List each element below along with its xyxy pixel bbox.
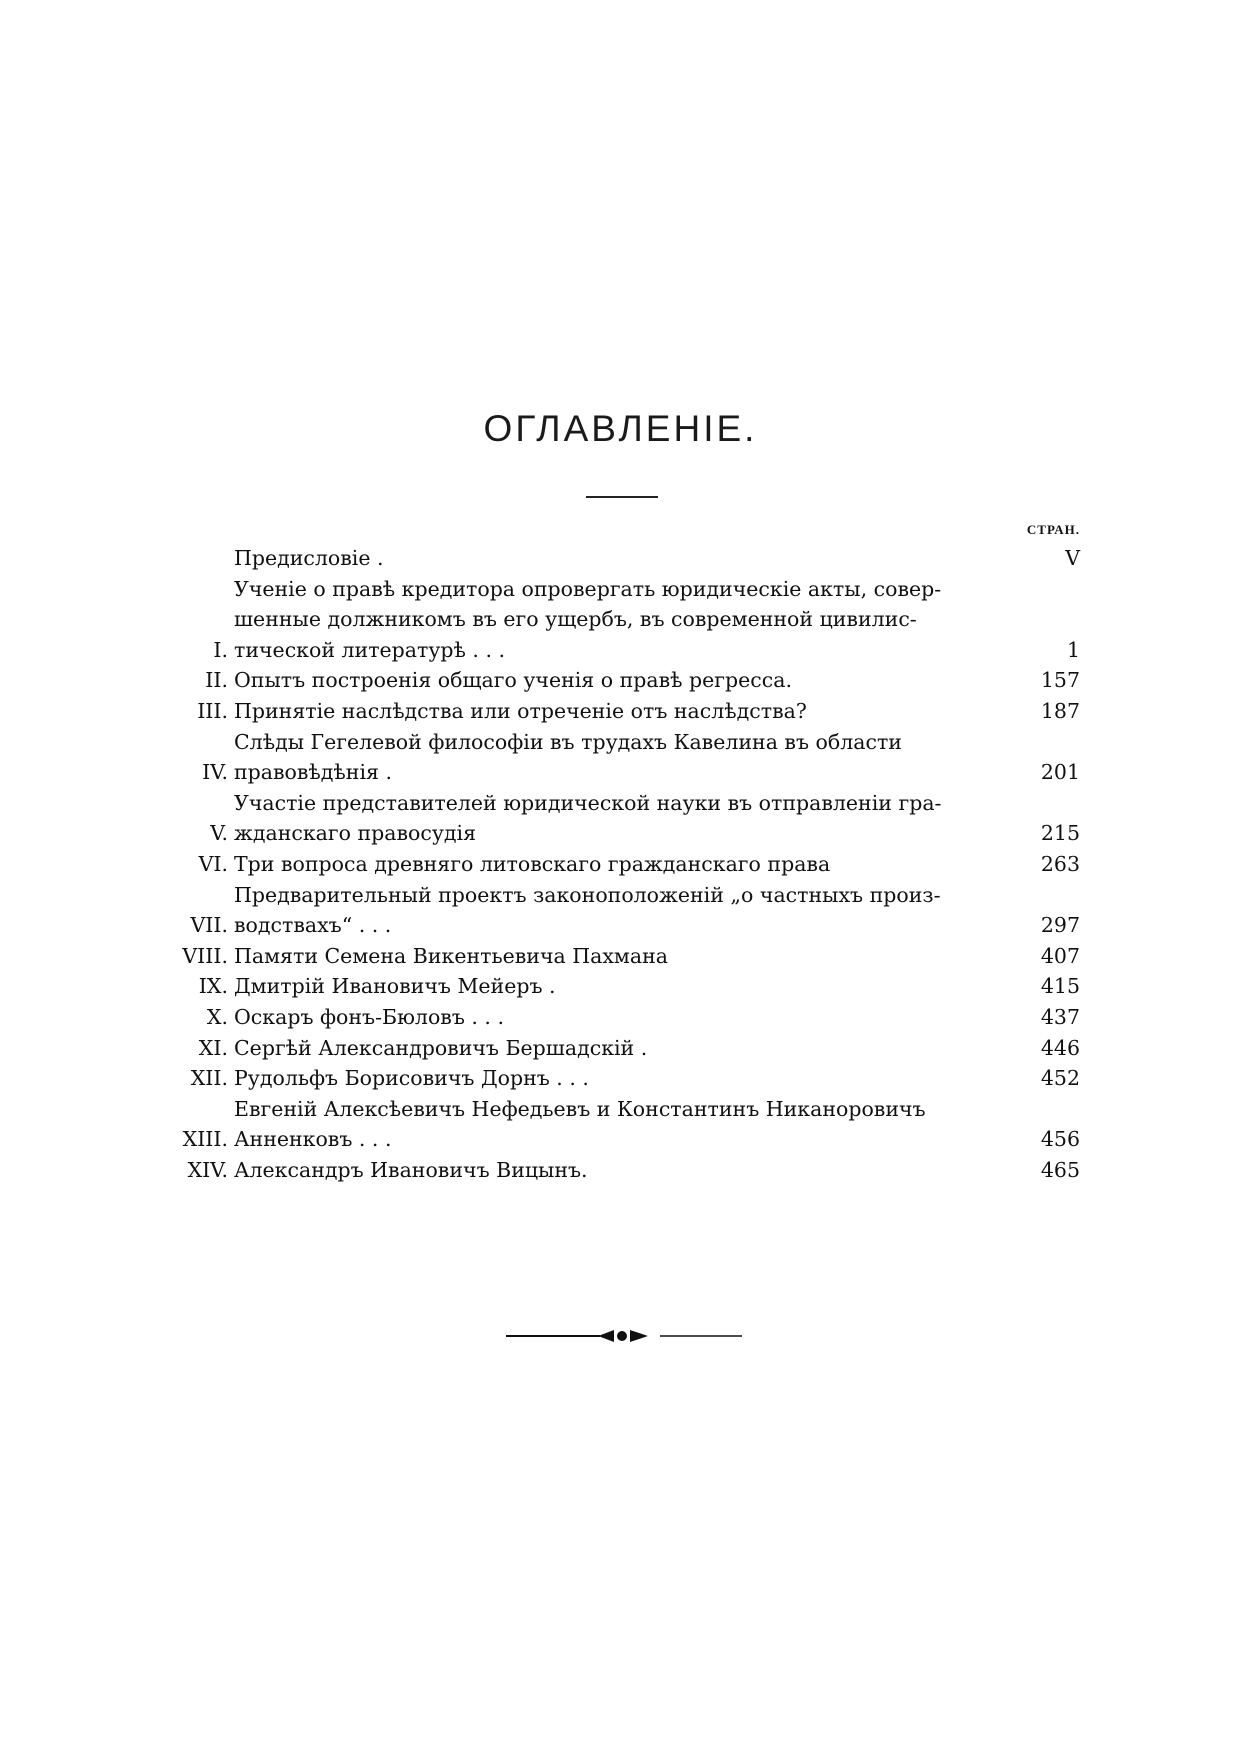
toc-entry [160,1094,1080,1155]
toc-entry-page: 201 [1040,760,1080,785]
toc-entry-title [234,696,990,727]
toc-entry [160,1155,1080,1186]
toc-entry [160,543,1080,574]
toc-entry-number: IV. [202,760,228,785]
toc-entry-number: V. [210,821,228,846]
toc-entry-title [234,1033,990,1064]
toc-entry-number: VII. [190,913,228,938]
toc-entry-title [234,849,990,880]
toc-entry-title-line: Оскаръ фонъ-Бюловъ . . . [234,1004,504,1029]
toc-entry-title [234,788,990,849]
toc-entry-page: 456 [1040,1127,1080,1152]
title-rule [586,496,658,498]
toc-entry-title [234,880,990,941]
toc-entry-title [234,543,990,574]
toc-entry-number: IX. [198,974,228,999]
toc-entry-number: II. [205,668,228,693]
toc-entry-page: 446 [1040,1035,1080,1060]
toc-entry-number: VIII. [182,943,228,968]
toc-entry-page: 437 [1040,1004,1080,1029]
toc-entry [160,1033,1080,1064]
toc-entry-page: 407 [1040,943,1080,968]
toc-entry-title-line: Памяти Семена Викентьевича Пахмана [234,943,668,968]
toc-entry-title-line: Ученіе о правѣ кредитора опровергать юридическіе акты, совер- [234,576,942,601]
toc-entry-page: 215 [1040,821,1080,846]
toc-entry-number: XIII. [182,1127,228,1152]
toc-entry-page: V [1065,546,1080,570]
toc-entry-title-line: Дмитрій Ивановичъ Мейеръ . [234,974,556,999]
toc-entry-title-line: Александръ Ивановичъ Вицынъ. [234,1157,588,1182]
toc-entry-title-line: Предварительный проектъ законоположеній „о частныхъ произ- [234,882,941,907]
toc-entry [160,1002,1080,1033]
toc-entry-title-line: Участіе представителей юридической науки въ отправленіи гра- [234,790,942,815]
toc-entry [160,696,1080,727]
toc-entry [160,1063,1080,1094]
toc-entry-title-line: Евгеній Алексѣевичъ Нефедьевъ и Константинъ Никаноровичъ [234,1096,926,1121]
toc-entry-title [234,1094,990,1155]
toc-entry-number: XII. [190,1066,228,1091]
toc-entry-title-line: Сергѣй Александровичъ Бершадскій . [234,1035,648,1060]
toc-entry-page: 415 [1040,974,1080,999]
toc-entry [160,727,1080,788]
toc-entry [160,574,1080,666]
toc-entry-title [234,1063,990,1094]
page-title: ОГЛАВЛЕНІЕ. [483,408,758,449]
toc-entry-number: III. [197,698,228,723]
toc-entry-title [234,727,990,788]
toc-entry-title-line: жданскаго правосудія [234,821,477,846]
toc-entry-title-line: Слѣды Гегелевой философіи въ трудахъ Кавелина въ области [234,729,902,754]
page-column-header: СТРАН. [1026,522,1080,537]
toc-entry-number: VI. [198,851,228,876]
toc-entry-page: 263 [1040,851,1080,876]
toc-entry-title [234,665,990,696]
toc-entry-title-line: Анненковъ . . . [234,1127,392,1152]
toc-entry-title-line: тической литературѣ . . . [234,637,505,662]
toc-entry-page: 157 [1040,668,1080,693]
toc-entry-title-line: Опытъ построенія общаго ученія о правѣ регресса. [234,668,792,693]
toc-entry-title [234,971,990,1002]
toc-entry-number: XIV. [187,1157,228,1182]
toc-entry [160,880,1080,941]
toc-entry-number: X. [206,1004,228,1029]
toc-entry [160,665,1080,696]
toc-entry-title-line: шенные должникомъ въ его ущербъ, въ современной цивилис- [234,607,917,632]
toc-entry [160,941,1080,972]
toc-entry-title [234,941,990,972]
toc-entry-title-line: Принятіе наслѣдства или отреченіе отъ наслѣдства? [234,698,807,723]
toc-entry-title [234,574,990,666]
toc-entry-number: XI. [198,1035,228,1060]
table-of-contents [160,543,1080,1185]
toc-entry [160,971,1080,1002]
toc-entry-title-line: Три вопроса древняго литовскаго гражданскаго права [234,851,831,876]
toc-entry-title-line: Рудольфъ Борисовичъ Дорнъ . . . [234,1066,589,1091]
toc-entry-page: 452 [1040,1066,1080,1091]
toc-entry-page: 465 [1040,1157,1080,1182]
toc-entry-page: 1 [1066,637,1080,662]
toc-entry-title-line: Предисловіе . [234,546,384,570]
toc-entry-title-line: водствахъ“ . . . [234,913,392,938]
toc-entry-page: 187 [1040,698,1080,723]
toc-entry [160,849,1080,880]
toc-entry-number: I. [213,637,228,662]
toc-entry [160,788,1080,849]
toc-entry-page: 297 [1040,913,1080,938]
toc-entry-title-line: правовѣдѣнія . [234,760,392,785]
end-ornament [0,1324,1241,1348]
toc-entry-title [234,1155,990,1186]
toc-entry-title [234,1002,990,1033]
